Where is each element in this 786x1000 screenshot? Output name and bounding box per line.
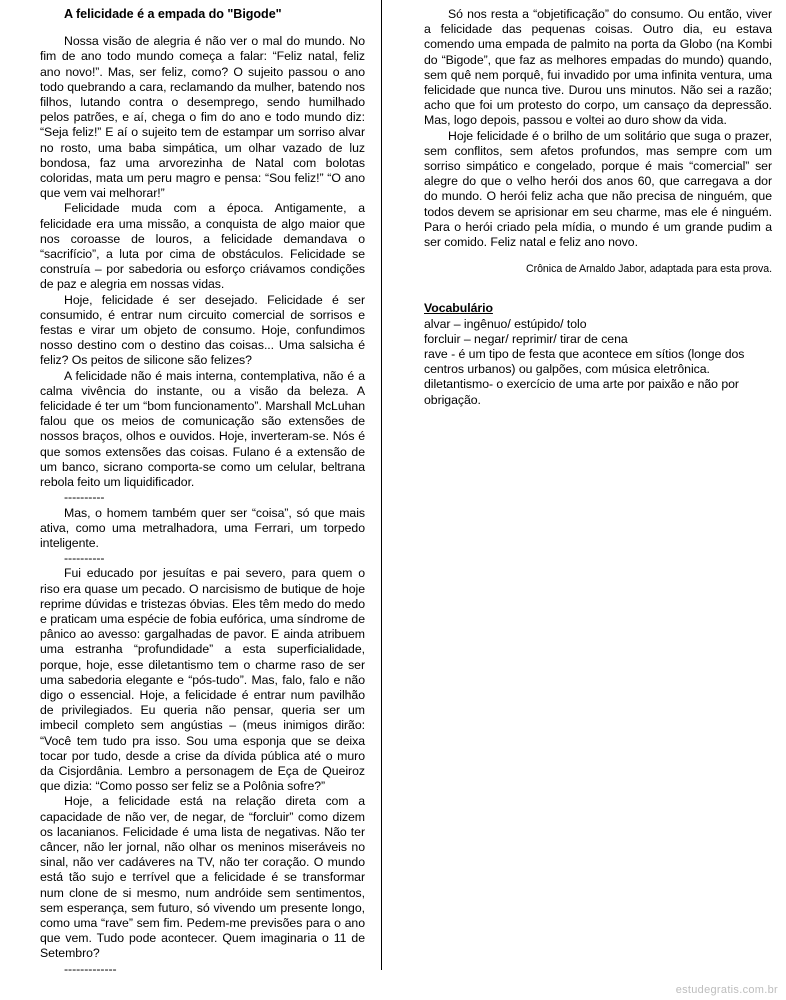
paragraph: Só nos resta a “objetificação” do consumo. Ou então, viver a felicidade das pequenas coisas. Outro dia, eu estava comendo uma empada de palmito na porta da Globo (na Kombi do “Bigode”, que faz as melhores empadas do mundo) quando, sem quê nem porquê, fui invadido por uma infinita ventura, uma felicidade que nunca tive. Durou uns minutos. Não sei a razão; acho que foi um protesto do corpo, um cansaço da depressão. Mas, logo depois, passou e voltei ao duro show da vida.: [424, 7, 772, 128]
left-column: [40, 7, 365, 977]
vocabulary-title: Vocabulário: [424, 301, 493, 316]
vocabulary-item: diletantismo- o exercício de uma arte por paixão e não por obrigação.: [424, 377, 739, 407]
column-divider: [381, 0, 382, 970]
paragraph: Hoje, felicidade é ser desejado. Felicidade é ser consumido, é entrar num circuito comercial de sorrisos e festas e virar um objeto de consumo. Hoje, confundimos nosso destino com o destino das coisas... Uma salsicha é feliz? Os peitos de silicone são felizes?: [40, 292, 365, 368]
paragraph: Hoje, a felicidade está na relação direta com a capacidade de não ver, de negar, de “forcluir” como dizem os lacanianos. Felicidade é uma lista de negativas. Não ter câncer, não ler jornal, não olhar os meninos miseráveis no sinal, não ver cadáveres na TV, não ter coração. O mundo está tão sujo e terrível que a felicidade é se transformar num clone de si mesmo, num andróide sem sentimentos, sem esperança, sem futuro, só vivendo um presente longo, como uma “rave” sem fim. Pedem-me previsões para o ano que vem. Tudo pode acontecer. Quem imaginaria o 11 de Setembro?: [40, 794, 365, 961]
section-separator: -------------: [64, 961, 117, 976]
article-title: A felicidade é a empada do "Bigode": [64, 7, 282, 21]
vocabulary-item: rave - é um tipo de festa que acontece em sítios (longe dos centros urbanos) ou galpões, com música eletrônica.: [424, 347, 745, 377]
paragraph: Nossa visão de alegria é não ver o mal do mundo. No fim de ano todo mundo começa a falar: “Feliz natal, feliz ano novo!”. Mas, ser feliz, como? O sujeito passou o ano todo quebrando a cara, reclamando da mulher, batendo nos filhos, lutando contra o desemprego, sendo humilhado pelos patrões, e aí, chega o fim do ano e todo mundo diz: “Seja feliz!” E aí o sujeito tem de estampar um sorriso alvar no rosto, uma baba simpática, um olhar vazado de luz bondosa, faz uma arvorezinha de Natal com bolotas coloridas, mata um peru magro e pensa: “Sou feliz!” “O ano que vem vai melhorar!”: [40, 34, 365, 201]
section-separator: ----------: [64, 490, 105, 505]
paragraph: Fui educado por jesuítas e pai severo, para quem o riso era quase um pecado. O narcisismo de butique de hoje reprime dúvidas e tristezas óbvias. Eles têm medo do medo e praticam uma espécie de fobia eufórica, uma síndrome de pânico ao avesso: gargalhadas de pavor. E ainda atribuem uma estranha “profundidade” a esta superficialidade, porque, hoje, esse diletantismo tem o charme raso de ser uma sabedoria elegante e “pós-tudo”. Mas, falo, falo e não digo o essencial. Hoje, a felicidade é entrar num pavilhão de privilegiados. Eu queria não pensar, queria ser um imbecil completo sem angústias – (meus inimigos dirão: “Você tem tudo pra isso. Sou uma esponja que se deixa tocar por tudo, desde a crise da dívida pública até o muro da Cisjordânia. Lembro a personagem de Eça de Queiroz que dizia: “Como posso ser feliz se a Polônia sofre?”: [40, 566, 365, 794]
article-credit: Crônica de Arnaldo Jabor, adaptada para esta prova.: [526, 263, 772, 276]
paragraph: Mas, o homem também quer ser “coisa”, só que mais ativa, como uma metralhadora, uma Ferrari, um torpedo inteligente.: [40, 505, 365, 550]
paragraph: Felicidade muda com a época. Antigamente, a felicidade era uma missão, a conquista de algo maior que nos coroasse de louros, a felicidade demandava o “sacrifício”, a luta por cima de obstáculos. Felicidade se construía – por sabedoria ou esforço criávamos condições de paz e alegria em nossas vidas.: [40, 201, 365, 292]
right-body: [424, 7, 772, 250]
vocabulary-item: alvar – ingênuo/ estúpido/ tolo: [424, 316, 587, 331]
left-body: [40, 34, 365, 977]
paragraph: Hoje felicidade é o brilho de um solitário que suga o prazer, sem conflitos, sem afetos profundos, mas sempre com um sorriso simpático e congelado, porque é mais “comercial” ser alegre do que o velho herói dos anos 60, que carregava a dor do mundo. O herói feliz acha que não precisa de ninguém, que todos devem se aprisionar em seu charme, mas ele é ninguém. Para o herói criado pela mídia, o mundo é um grande pudim a ser comido. Feliz natal e feliz ano novo.: [424, 128, 772, 250]
vocabulary-section: [424, 301, 772, 407]
vocabulary-item: forcluir – negar/ reprimir/ tirar de cena: [424, 331, 628, 346]
paragraph: A felicidade não é mais interna, contemplativa, não é a calma vivência do instante, ou a visão da beleza. A felicidade é ter um “bom funcionamento”. Marshall McLuhan falou que os meios de comunicação são extensões de nossos braços, olhos e ouvidos. Hoje, inverteram-se. Nós é que somos extensões das coisas. Fulano é a extensão de um banco, sicrano comporta-se como um celular, beltrana rebola feito um liquidificador.: [40, 368, 365, 490]
watermark: estudegratis.com.br: [675, 984, 778, 996]
section-separator: ----------: [64, 551, 105, 566]
right-column: [424, 7, 772, 408]
